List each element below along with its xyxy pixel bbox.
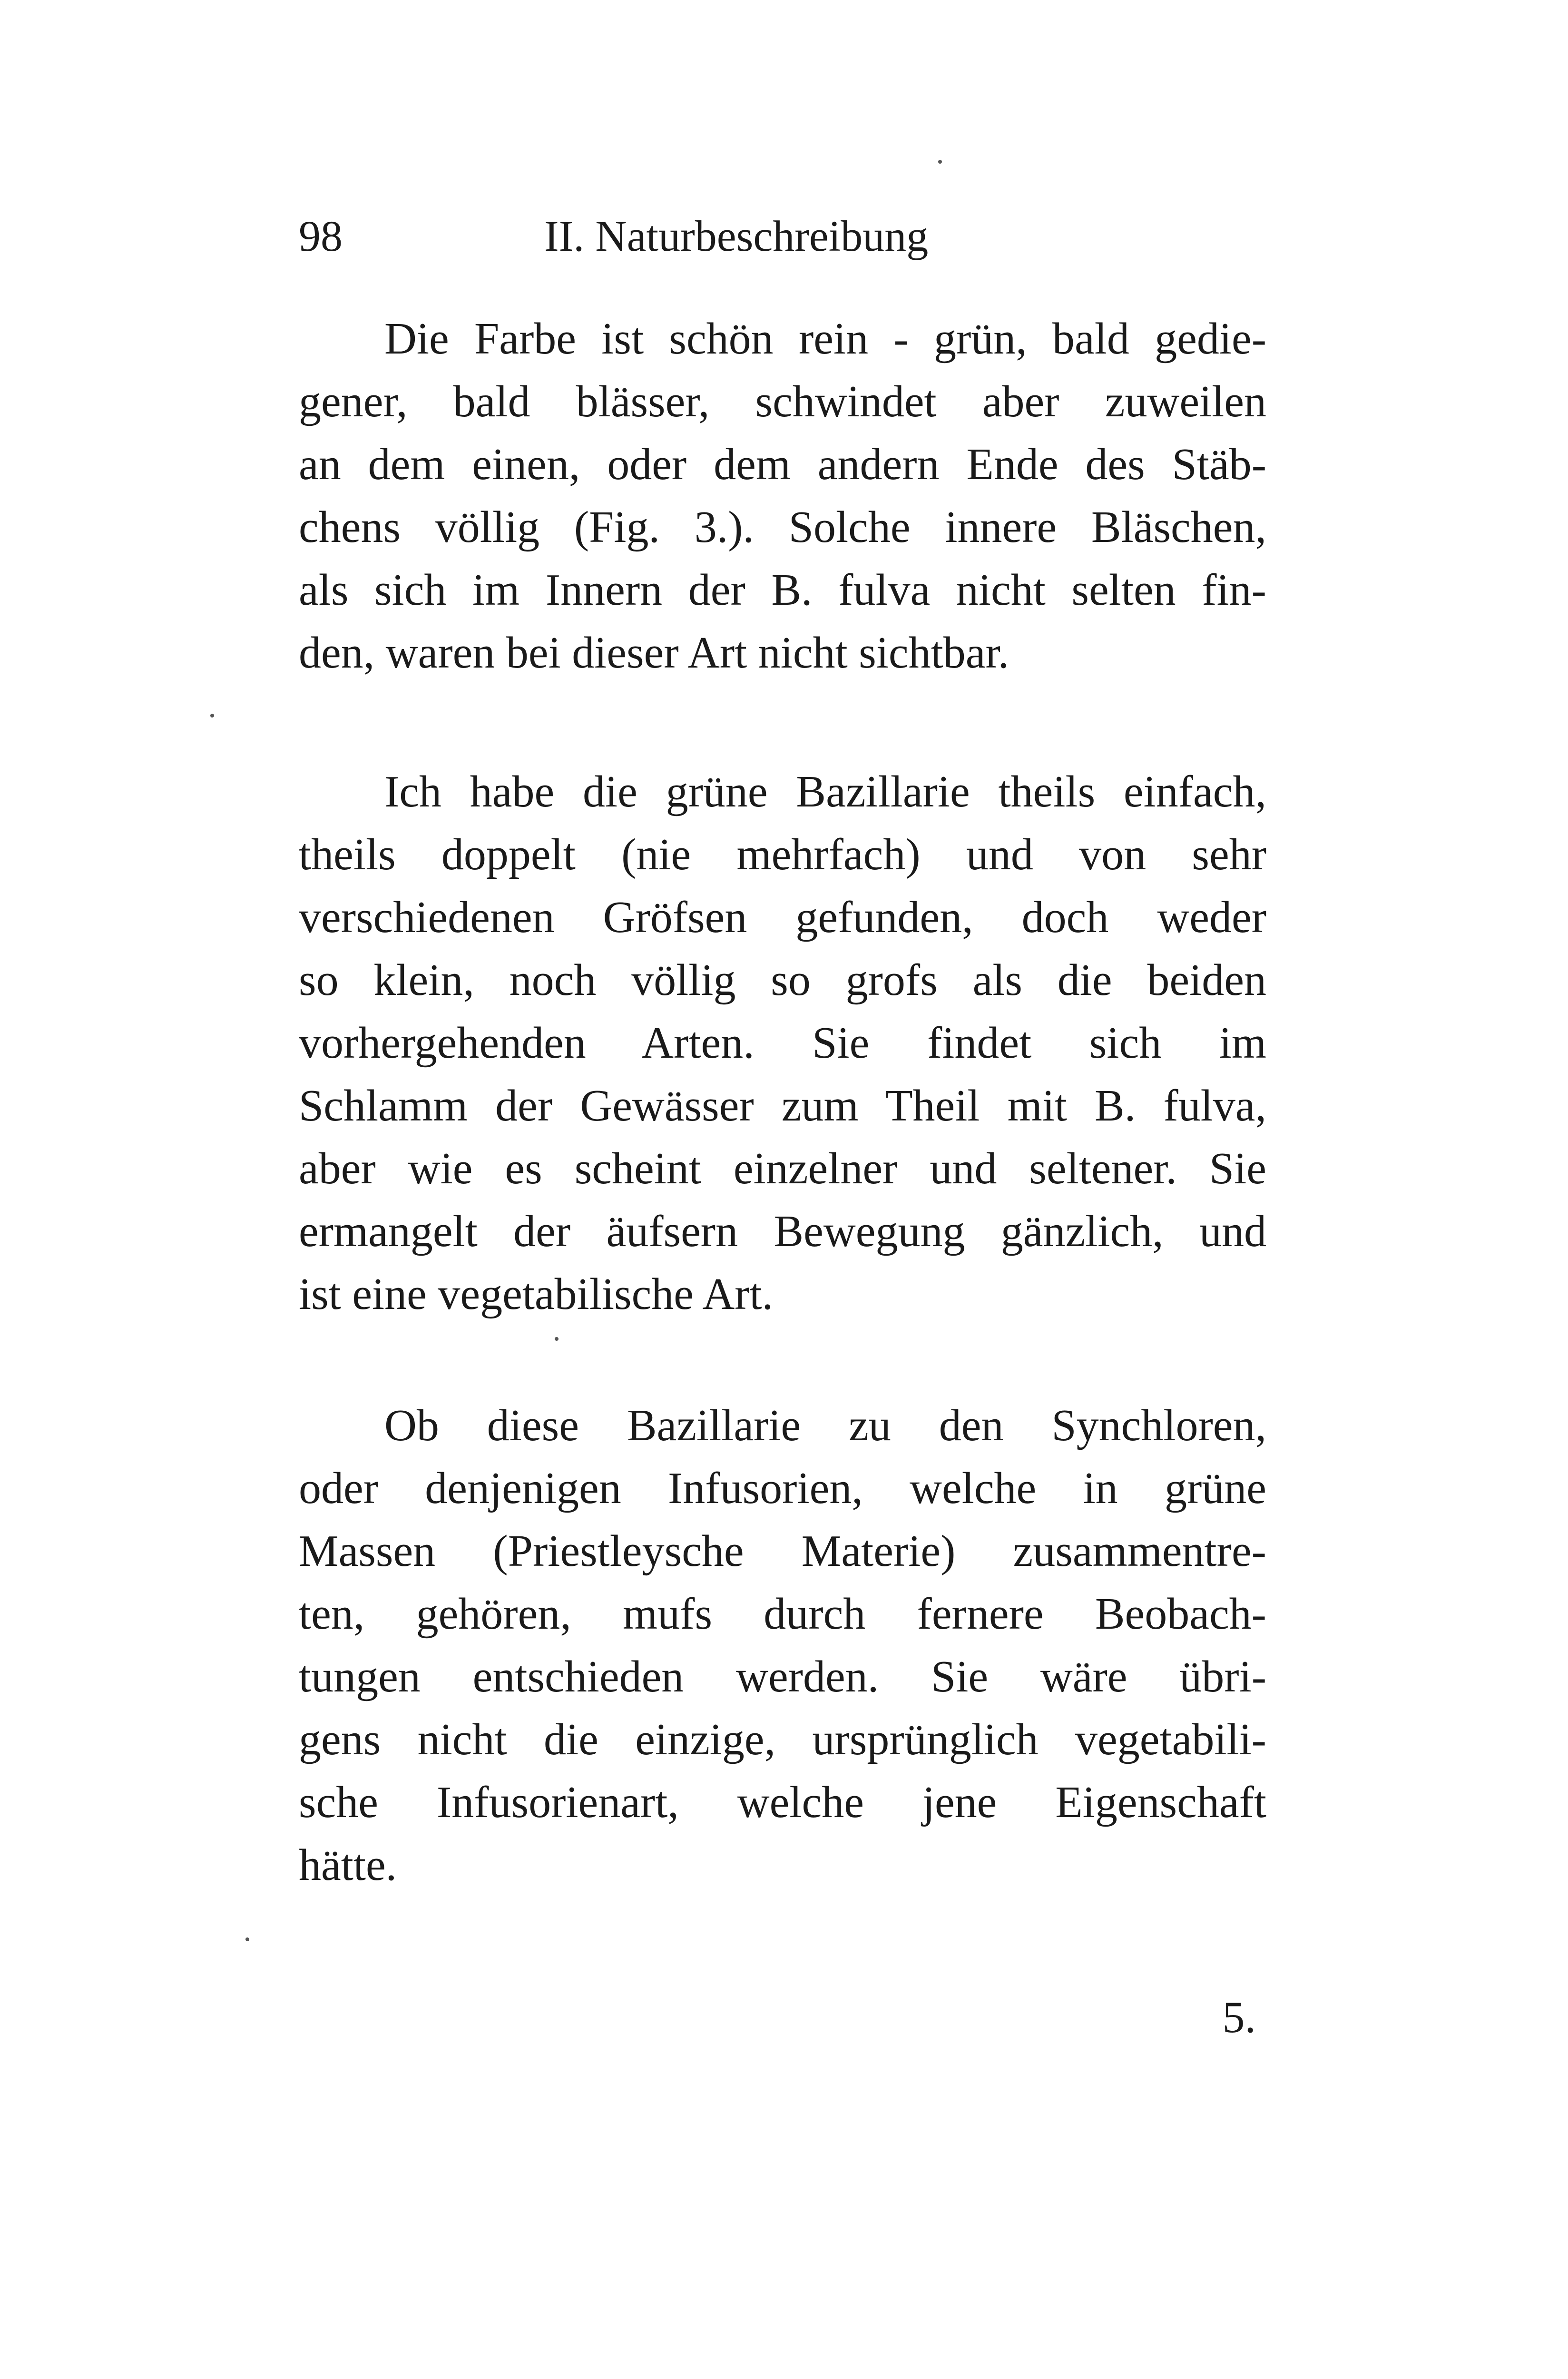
paragraph-3-line-2: oder denjenigen Infusorien, welche in grüne [299,1464,1266,1513]
paragraph-2-line-4: so klein, noch völlig so grofs als die beiden [299,955,1266,1005]
paragraph-1-line-2: gener, bald blässer, schwindet aber zuweilen [299,377,1266,426]
paragraph-2-line-7: aber wie es scheint einzelner und seltener. Sie [299,1144,1266,1193]
page-header [299,207,1298,265]
paragraph-2-line-3: verschiedenen Gröfsen gefunden, doch weder [299,893,1266,942]
paragraph-3-line-8: hätte. [299,1840,397,1890]
paragraph-2-line-1: Ich habe die grüne Bazillarie theils einfach, [384,767,1266,816]
print-speck [555,1337,559,1341]
paragraph-1-line-5: als sich im Innern der B. fulva nicht selten fin- [299,565,1266,615]
paragraph-2-line-5: vorhergehenden Arten. Sie findet sich im [299,1018,1266,1068]
paragraph-3-line-3: Massen (Priestleysche Materie) zusammentre- [299,1526,1266,1576]
paragraph-1-line-1: Die Farbe ist schön rein - grün, bald gedie- [384,314,1266,364]
paragraph-1-line-4: chens völlig (Fig. 3.). Solche innere Bläschen, [299,502,1266,552]
signature-mark: 5. [1222,1993,1256,2042]
paragraph-3-line-5: tungen entschieden werden. Sie wäre übri- [299,1652,1266,1701]
print-speck [938,160,942,164]
paragraph-3-line-4: ten, gehören, mufs durch fernere Beobach- [299,1589,1266,1639]
paragraph-2-line-9: ist eine vegetabilische Art. [299,1269,774,1319]
paragraph-2-line-2: theils doppelt (nie mehrfach) und von sehr [299,830,1266,879]
print-speck [245,1937,249,1941]
paragraph-3-line-6: gens nicht die einzige, ursprünglich vegetabili- [299,1715,1266,1764]
paragraph-3-line-7: sche Infusorienart, welche jene Eigenschaft [299,1778,1266,1827]
paragraph-3-line-1: Ob diese Bazillarie zu den Synchloren, [384,1401,1266,1450]
running-title: II. Naturbeschreibung [544,212,929,260]
paragraph-1-line-6: den, waren bei dieser Art nicht sichtbar. [299,628,1009,678]
paragraph-2-line-6: Schlamm der Gewässer zum Theil mit B. fulva, [299,1081,1266,1131]
paragraph-2-line-8: ermangelt der äufsern Bewegung gänzlich, und [299,1207,1266,1256]
print-speck [210,714,214,718]
paragraph-1-line-3: an dem einen, oder dem andern Ende des Stäb- [299,440,1266,489]
page-number: 98 [299,212,343,260]
